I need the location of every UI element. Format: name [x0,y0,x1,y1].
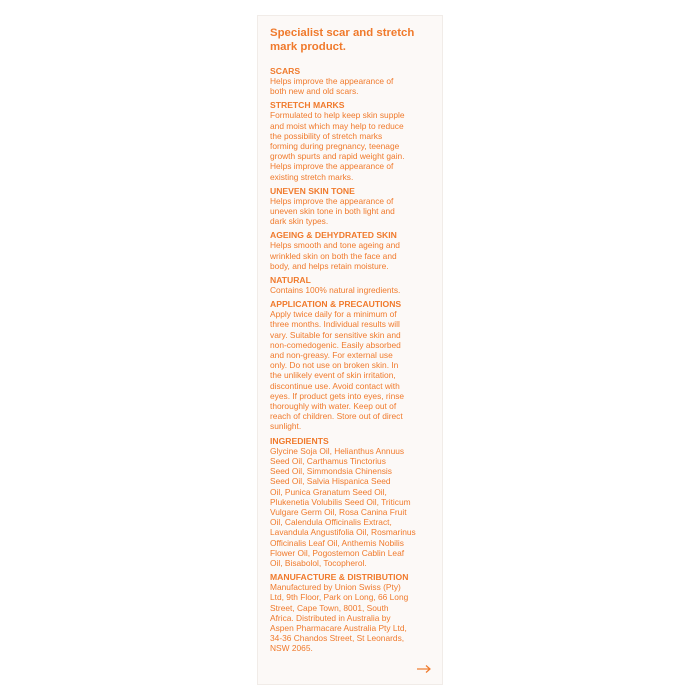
section-body: Apply twice daily for a minimum of three months. Individual results will vary. Suitable for sensitive skin and non-comedogenic. Easily absorbed and non-greasy. For external use only. Do not use on broken skin. In the unlikely event of skin irritation, discontinue use. Avoid contact with eyes. If product gets into eyes, rinse thoroughly with water. Keep out of reach of children. Store out of direct sunlight. [270,309,405,432]
section-title: SCARS [270,66,301,76]
section-title: AGEING & DEHYDRATED SKIN [270,230,397,241]
section-natural [270,275,430,295]
section-title: APPLICATION & PRECAUTIONS [270,299,402,310]
section-body: Helps improve the appearance of both new and old scars. [270,76,394,97]
section-body: Manufactured by Union Swiss (Pty) Ltd, 9th Floor, Park on Long, 66 Long Street, Cape Town, 8001, South Africa. Distributed in Australia by Aspen Pharmacare Australia Pty Ltd, 34-36 Chandos Street, St Leonards, NSW 2065. [270,582,409,654]
section-application-precautions [270,299,430,431]
section-body: Glycine Soja Oil, Helianthus Annuus Seed Oil, Carthamus Tinctorius Seed Oil, Simmondsia Chinensis Seed Oil, Salvia Hispanica Seed Oil, Punica Granatum Seed Oil, Plukenetia Volubilis Seed Oil, Triticum Vulgare Germ Oil, Rosa Canina Fruit Oil, Calendula Officinalis Extract, Lavandula Angustifolia Oil, Rosmarinus Officinalis Leaf Oil, Anthemis Nobilis Flower Oil, Pogostemon Cablin Leaf Oil, Bisabolol, Tocopherol. [270,445,416,568]
section-title: UNEVEN SKIN TONE [270,185,355,196]
headline: Specialist scar and stretch mark product. [270,27,415,53]
section-ageing-dehydrated-skin [270,230,430,271]
section-stretch-marks [270,100,430,181]
product-info-panel [258,16,442,684]
section-body: Helps improve the appearance of uneven skin tone in both light and dark skin types. [270,195,395,227]
section-title: STRETCH MARKS [270,100,345,111]
section-title: MANUFACTURE & DISTRIBUTION [270,572,409,583]
section-manufacture-distribution [270,572,430,653]
section-title: NATURAL [270,275,311,286]
section-ingredients [270,436,430,568]
section-body: Contains 100% natural ingredients. [270,285,401,296]
section-title: INGREDIENTS [270,435,329,446]
section-body: Formulated to help keep skin supple and moist which may help to reduce the possibility of stretch marks forming during pregnancy, teenage growth spurts and rapid weight gain. Helps improve the appearance of existing stretch marks. [270,110,405,182]
section-body: Helps smooth and tone ageing and wrinkled skin on both the face and body, and helps retain moisture. [270,240,400,271]
section-uneven-skin-tone [270,186,430,227]
section-scars [270,66,430,96]
arrow-right-icon [416,664,432,674]
